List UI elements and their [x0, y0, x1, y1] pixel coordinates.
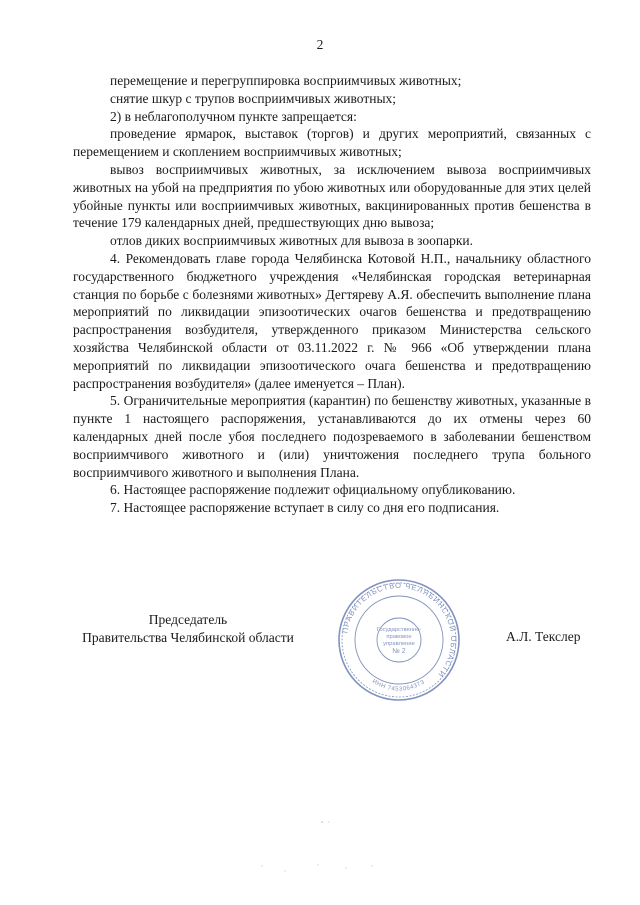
- stamp-center-line: управление: [383, 641, 415, 647]
- stamp-center-line: Государственно-: [376, 627, 422, 633]
- stamp-center-line: № 2: [392, 648, 406, 655]
- paragraph: перемещение и перегруппировка восприимчивых животных;: [110, 73, 462, 88]
- page-number: 2: [316, 37, 324, 52]
- paragraph: 6. Настоящее распоряжение подлежит официальному опубликованию.: [110, 482, 516, 498]
- stamp-outer-text: ПРАВИТЕЛЬСТВО ЧЕЛЯБИНСКОЙ ОБЛАСТИ: [340, 580, 459, 680]
- signatory-title-line: Председатель: [148, 612, 228, 627]
- official-stamp: [334, 575, 464, 705]
- paragraph: вывоз восприимчивых животных, за исключением вывоза восприимчивых животных на убой на предприятия по убою животных или оборудованные для этих целей убойные пункты или восприимчивых животных, вакцинированных против бешенства в течение 179 календарных дней, предшествующих дню вывоза;: [73, 161, 591, 231]
- document-body: [73, 72, 591, 517]
- paragraph: 2) в неблагополучном пункте запрещается:: [110, 108, 357, 124]
- paragraph: 5. Ограничительные мероприятия (карантин) по бешенству животных, указанные в пункте 1 настоящего распоряжения, устанавливаются до их отмены через 60 календарных дней после убоя последнего подозреваемого в заболевании бешенством восприимчивого животного и (или) уничтожения последнего трупа больного восприимчивого животного и выполнения Плана.: [73, 393, 591, 480]
- paragraph: 4. Рекомендовать главе города Челябинска Котовой Н.П., начальнику областного государственного бюджетного учреждения «Челябинская городская ветеринарная станция по борьбе с болезнями животных» Дегтяреву А.Я. обеспечить выполнение плана мероприятий по ликвидации эпизоотических очагов бешенства и предотвращению распространения возбудителя, утвержденного приказом Министерства сельского хозяйства Челябинской области от 03.11.2022 г. № 966 «Об утверждении плана мероприятий по ликвидации эпизоотического очага бешенства и предотвращению распространения возбудителя» (далее именуется – План).: [73, 250, 591, 391]
- signatory-title-line: Правительства Челябинской области: [82, 630, 294, 645]
- stamp-seal: [334, 575, 464, 705]
- paragraph: отлов диких восприимчивых животных для вывоза в зоопарки.: [110, 233, 474, 249]
- paragraph: проведение ярмарок, выставок (торгов) и других мероприятий, связанных с перемещением и скоплением восприимчивых животных;: [73, 126, 591, 160]
- signatory-title: [73, 611, 303, 647]
- signatory-name: А.Л. Текслер: [506, 629, 581, 644]
- stamp-inn-text: ИНН 7453064373: [370, 678, 427, 693]
- stamp-center-line: правовое: [386, 634, 412, 640]
- paragraph: снятие шкур с трупов восприимчивых животных;: [110, 90, 397, 106]
- paragraph: 7. Настоящее распоряжение вступает в силу со дня его подписания.: [110, 500, 500, 516]
